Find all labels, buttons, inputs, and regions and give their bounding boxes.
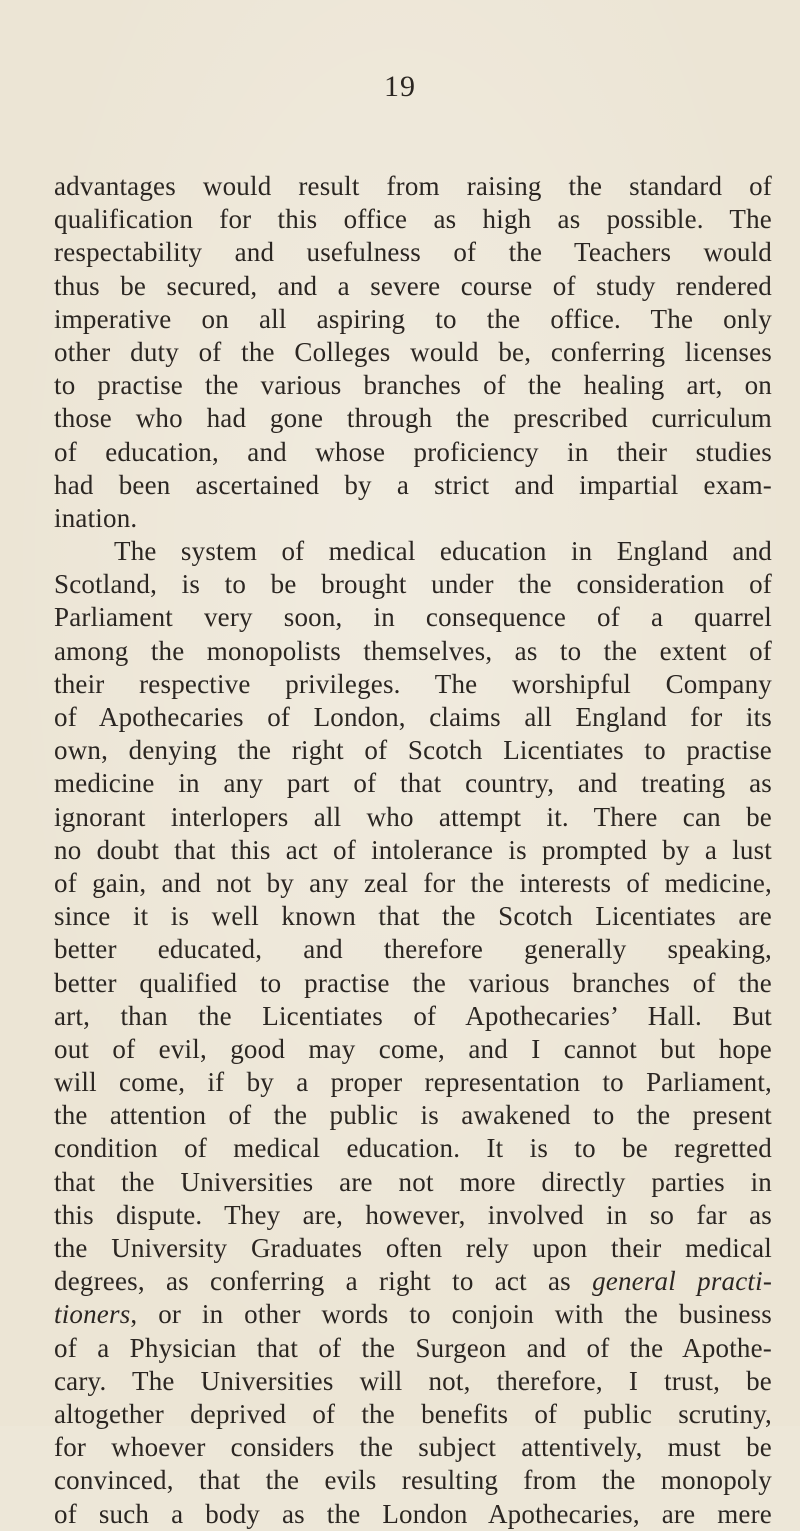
text-line-with-italic xyxy=(54,1265,772,1298)
text-line: better qualified to practise the various branches of the xyxy=(54,967,772,998)
text-line: no doubt that this act of intolerance is prompted by a lust xyxy=(54,834,772,865)
text-line: of Apothecaries of London, claims all England for its xyxy=(54,702,772,732)
text-line: those who had gone through the prescribed curriculum xyxy=(54,403,772,434)
text-line: since it is well known that the Scotch Licentiates are xyxy=(54,901,772,932)
text-line: the University Graduates often rely upon their medical xyxy=(54,1233,772,1263)
text-line: convinced, that the evils resulting from the monopoly xyxy=(54,1465,772,1496)
italic-phrase: tioners xyxy=(54,1299,131,1330)
text-line: altogether deprived of the benefits of public scrutiny, xyxy=(54,1398,772,1429)
text-line: of such a body as the London Apothecaries, are mere xyxy=(54,1498,772,1529)
text-line: that the Universities are not more directly parties in xyxy=(54,1166,772,1197)
text-line: their respective privileges. The worshipful Company xyxy=(54,668,772,699)
text-line: this dispute. They are, however, involved in so far as xyxy=(54,1199,772,1230)
text-line: own, denying the right of Scotch Licentiates to practise xyxy=(54,735,772,766)
text-line: respectability and usefulness of the Teachers would xyxy=(54,237,772,268)
text-line: imperative on all aspiring to the office. The only xyxy=(54,303,772,334)
text-line: ination. xyxy=(54,502,138,533)
text-line: condition of medical education. It is to be regretted xyxy=(54,1133,772,1164)
text-line: of gain, and not by any zeal for the interests of medicine, xyxy=(54,867,772,898)
text-line: out of evil, good may come, and I cannot but hope xyxy=(54,1033,772,1064)
text-line: among the monopolists themselves, as to the extent of xyxy=(54,635,772,666)
text-line: Scotland, is to be brought under the consideration of xyxy=(54,569,772,600)
text-line: had been ascertained by a strict and impartial exam- xyxy=(54,469,772,500)
text-line: thus be secured, and a severe course of study rendered xyxy=(54,270,772,301)
text-line-with-italic xyxy=(54,1298,772,1331)
text-line: better educated, and therefore generally speaking, xyxy=(54,934,772,965)
text-line: the attention of the public is awakened to the present xyxy=(54,1100,772,1131)
body-text xyxy=(54,170,772,1531)
line-segment: degrees, as conferring a right to act as xyxy=(54,1266,571,1297)
text-line: for whoever considers the subject attentively, must be xyxy=(54,1432,772,1463)
page-number: 19 xyxy=(384,70,416,103)
paragraph-start-line: The system of medical education in England and xyxy=(114,536,772,567)
text-line: to practise the various branches of the healing art, on xyxy=(54,370,772,401)
italic-phrase: general practi- xyxy=(592,1266,773,1297)
text-line: other duty of the Colleges would be, conferring licenses xyxy=(54,336,772,367)
text-line: of education, and whose proficiency in their studies xyxy=(54,436,772,467)
text-line: qualification for this office as high as possible. The xyxy=(54,204,772,235)
text-line: cary. The Universities will not, therefore, I trust, be xyxy=(54,1365,772,1396)
text-line: medicine in any part of that country, and treating as xyxy=(54,768,772,799)
text-line: ignorant interlopers all who attempt it. There can be xyxy=(54,801,772,832)
text-line: of a Physician that of the Surgeon and of the Apothe- xyxy=(54,1332,772,1363)
line-segment: , or in other words to conjoin with the business xyxy=(130,1299,772,1330)
text-line: Parliament very soon, in consequence of a quarrel xyxy=(54,602,772,633)
text-line: will come, if by a proper representation to Parliament, xyxy=(54,1067,772,1098)
text-line: art, than the Licentiates of Apothecaries’ Hall. But xyxy=(54,1000,772,1031)
text-line: advantages would result from raising the standard of xyxy=(54,171,772,201)
